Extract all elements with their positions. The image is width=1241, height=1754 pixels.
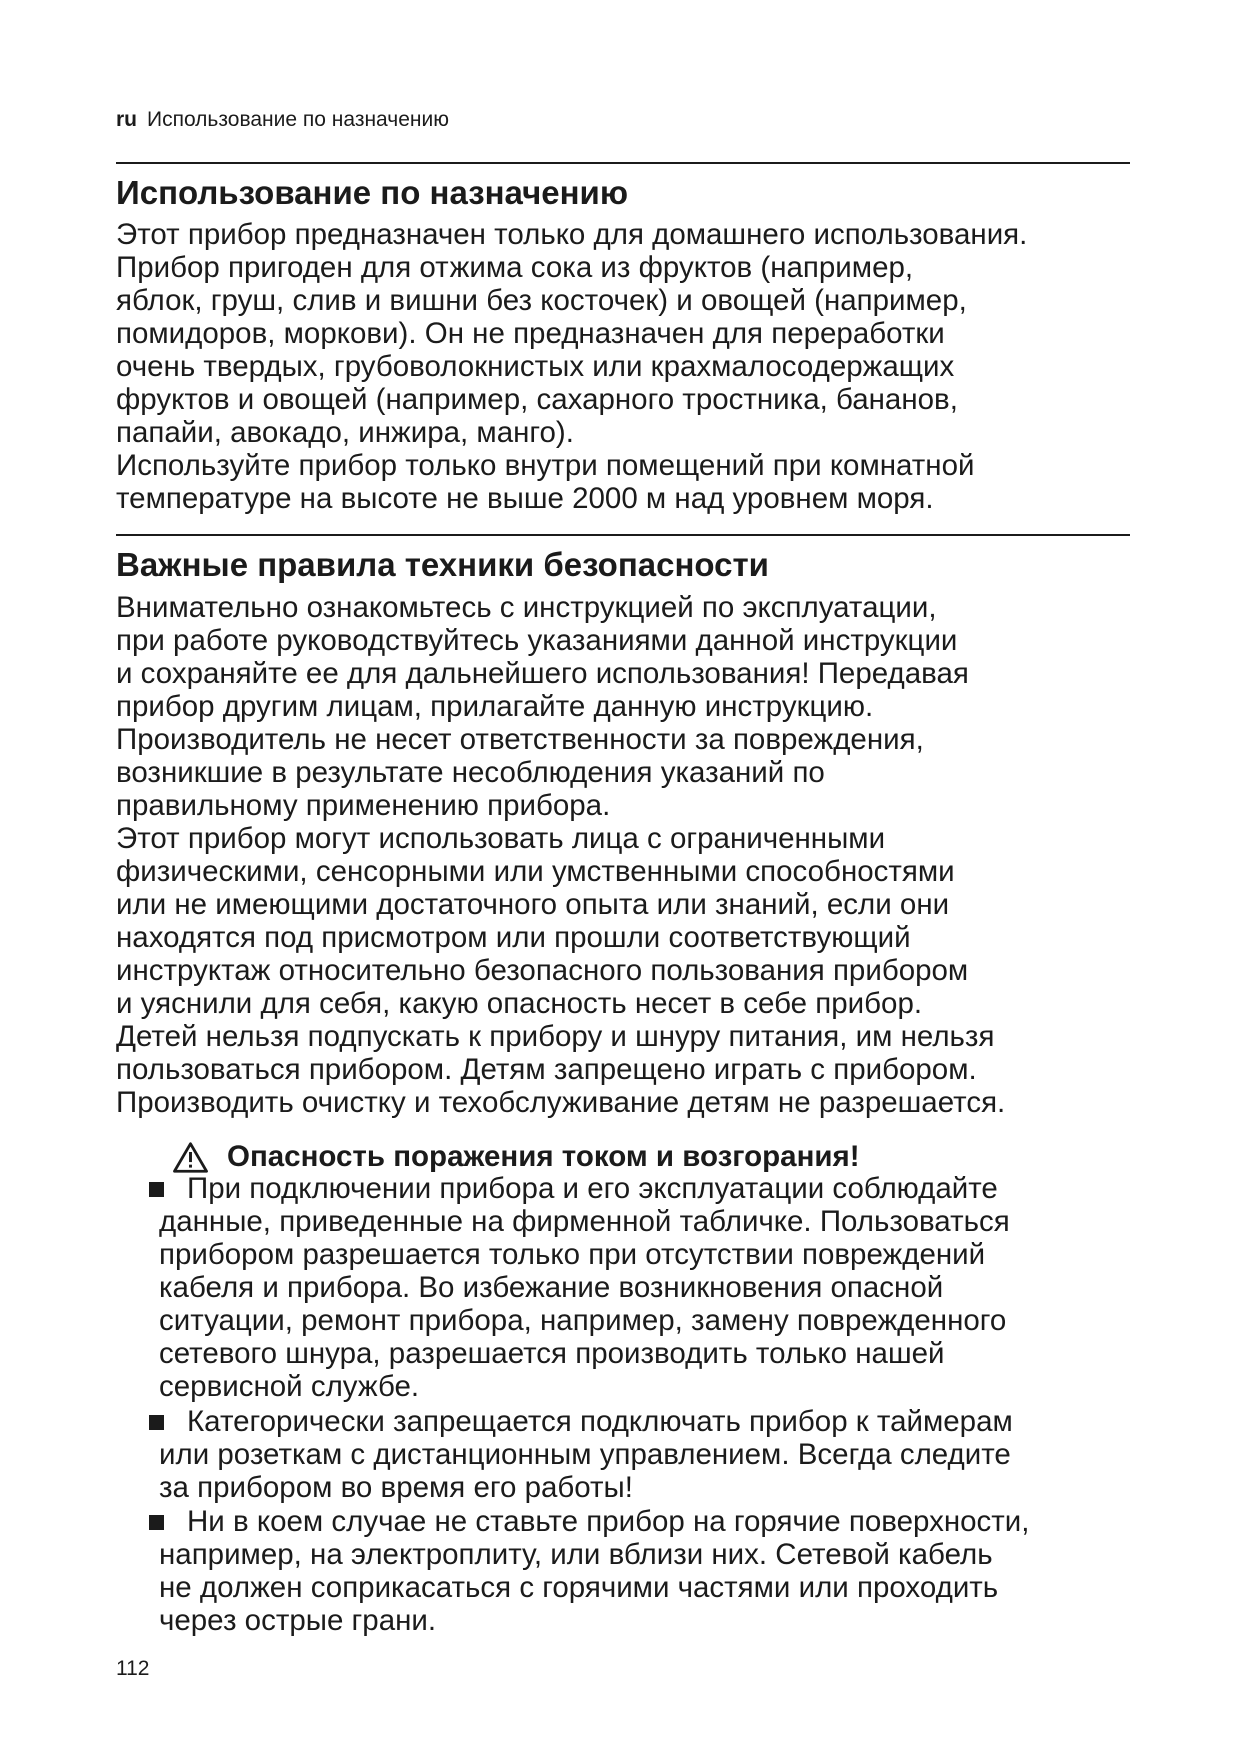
section-title-safety-rules: Важные правила техники безопасности bbox=[116, 546, 769, 583]
text-line: Ни в коем случае не ставьте прибор на горячие поверхности, bbox=[187, 1505, 1030, 1538]
running-header bbox=[116, 107, 449, 133]
text-line: Используйте прибор только внутри помещений при комнатной bbox=[116, 449, 975, 482]
text-line: Производитель не несет ответственности за повреждения, bbox=[116, 723, 924, 756]
section-divider bbox=[116, 534, 1130, 536]
text-line: через острые грани. bbox=[159, 1604, 437, 1637]
bullet-text bbox=[159, 1405, 1149, 1504]
text-line: пользоваться прибором. Детям запрещено играть с прибором. bbox=[116, 1053, 977, 1086]
bullet-text bbox=[159, 1172, 1149, 1403]
section-title-intended-use: Использование по назначению bbox=[116, 174, 628, 211]
text-line: При подключении прибора и его эксплуатации соблюдайте bbox=[187, 1172, 998, 1205]
warning-triangle-icon bbox=[172, 1141, 209, 1174]
text-line: папайи, авокадо, инжира, манго). bbox=[116, 416, 574, 449]
text-line: Производить очистку и техобслуживание детям не разрешается. bbox=[116, 1086, 1006, 1119]
text-line: температуре на высоте не выше 2000 м над уровнем моря. bbox=[116, 482, 934, 515]
text-line: инструктаж относительно безопасного пользования прибором bbox=[116, 954, 969, 987]
text-line: ситуации, ремонт прибора, например, замену поврежденного bbox=[159, 1304, 1007, 1337]
text-line: яблок, груш, слив и вишни без косточек) и овощей (например, bbox=[116, 284, 967, 317]
bullet-text bbox=[159, 1505, 1149, 1637]
text-line: возникшие в результате несоблюдения указаний по bbox=[116, 756, 825, 789]
text-line: находятся под присмотром или прошли соответствующий bbox=[116, 921, 911, 954]
text-line: Прибор пригоден для отжима сока из фруктов (например, bbox=[116, 251, 914, 284]
text-line: прибором разрешается только при отсутствии повреждений bbox=[159, 1238, 986, 1271]
text-line: Категорически запрещается подключать прибор к таймерам bbox=[187, 1405, 1013, 1438]
page-number: 112 bbox=[116, 1657, 150, 1680]
warning-heading bbox=[172, 1139, 860, 1175]
text-line: Детей нельзя подпускать к прибору и шнуру питания, им нельзя bbox=[116, 1020, 995, 1053]
text-line: очень твердых, грубоволокнистых или крахмалосодержащих bbox=[116, 350, 955, 383]
text-line: физическими, сенсорными или умственными способностями bbox=[116, 855, 955, 888]
text-line: например, на электроплиту, или вблизи них. Сетевой кабель bbox=[159, 1538, 993, 1571]
text-line: при работе руководствуйтесь указаниями данной инструкции bbox=[116, 624, 958, 657]
text-line: и уяснили для себя, какую опасность несет в себе прибор. bbox=[116, 987, 923, 1020]
text-line: фруктов и овощей (например, сахарного тростника, бананов, bbox=[116, 383, 958, 416]
text-line: или розеткам с дистанционным управлением. Всегда следите bbox=[159, 1438, 1011, 1471]
warning-title: Опасность поражения током и возгорания! bbox=[227, 1140, 860, 1173]
text-line: прибор другим лицам, прилагайте данную инструкцию. bbox=[116, 690, 874, 723]
section-divider bbox=[116, 162, 1130, 164]
text-line: не должен соприкасаться с горячими частями или проходить bbox=[159, 1571, 999, 1604]
text-line: помидоров, моркови). Он не предназначен для переработки bbox=[116, 317, 945, 350]
text-line: данные, приведенные на фирменной табличке. Пользоваться bbox=[159, 1205, 1010, 1238]
safety-rules-paragraph bbox=[116, 591, 1146, 1119]
text-line: кабеля и прибора. Во избежание возникновения опасной bbox=[159, 1271, 944, 1304]
language-code: ru bbox=[116, 108, 137, 131]
text-line: или не имеющими достаточного опыта или знаний, если они bbox=[116, 888, 950, 921]
text-line: Этот прибор могут использовать лица с ограниченными bbox=[116, 822, 886, 855]
intended-use-paragraph bbox=[116, 218, 1146, 515]
text-line: Этот прибор предназначен только для домашнего использования. bbox=[116, 218, 1028, 251]
text-line: за прибором во время его работы! bbox=[159, 1471, 633, 1504]
text-line: сетевого шнура, разрешается производить только нашей bbox=[159, 1337, 945, 1370]
running-header-title: Использование по назначению bbox=[147, 108, 449, 131]
text-line: сервисной службе. bbox=[159, 1370, 420, 1403]
text-line: и сохраняйте ее для дальнейшего использования! Передавая bbox=[116, 657, 969, 690]
text-line: Внимательно ознакомьтесь с инструкцией по эксплуатации, bbox=[116, 591, 937, 624]
text-line: правильному применению прибора. bbox=[116, 789, 611, 822]
